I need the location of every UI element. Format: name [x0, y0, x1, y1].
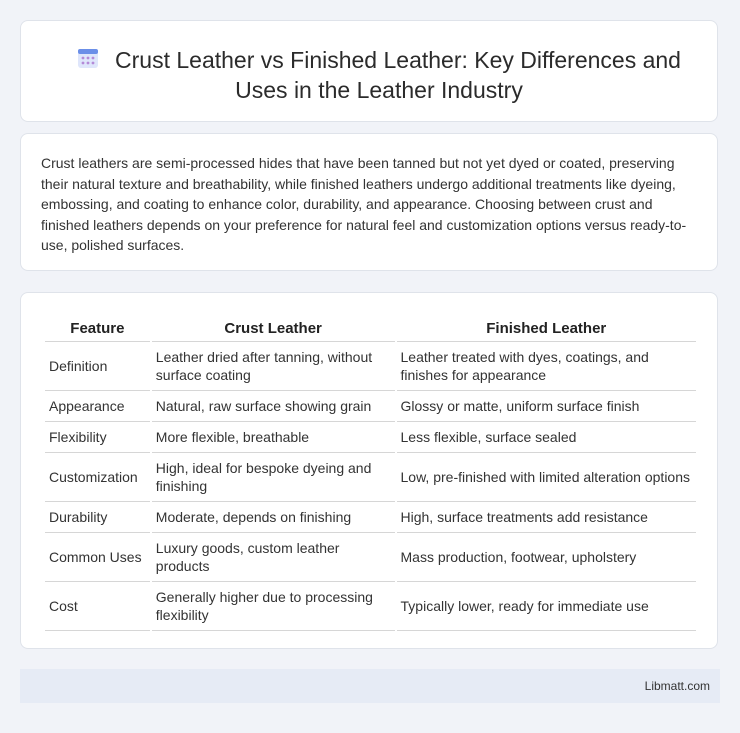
calendar-icon: [77, 47, 99, 69]
table-row: [45, 422, 696, 453]
title-card: [20, 20, 718, 122]
row-crust: Luxury goods, custom leather products: [152, 533, 395, 582]
row-feature: Customization: [45, 453, 150, 502]
page-title: [61, 45, 697, 105]
table-row: [45, 533, 696, 582]
header-feature: Feature: [45, 315, 150, 342]
page-title-text: Crust Leather vs Finished Leather: Key Differences and Uses in the Leather Industry: [115, 47, 681, 103]
row-crust: Leather dried after tanning, without surface coating: [152, 342, 395, 391]
comparison-card: [20, 292, 718, 649]
row-finished: Less flexible, surface sealed: [397, 422, 696, 453]
row-feature: Durability: [45, 502, 150, 533]
header-finished-leather: Finished Leather: [397, 315, 696, 342]
table-row: [45, 582, 696, 631]
intro-card: [20, 133, 718, 271]
row-finished: High, surface treatments add resistance: [397, 502, 696, 533]
row-finished: Low, pre-finished with limited alteration options: [397, 453, 696, 502]
comparison-table: [43, 315, 698, 631]
table-row: [45, 391, 696, 422]
row-finished: Leather treated with dyes, coatings, and finishes for appearance: [397, 342, 696, 391]
table-row: [45, 453, 696, 502]
row-feature: Appearance: [45, 391, 150, 422]
row-feature: Definition: [45, 342, 150, 391]
row-feature: Common Uses: [45, 533, 150, 582]
header-crust-leather: Crust Leather: [152, 315, 395, 342]
row-finished: Mass production, footwear, upholstery: [397, 533, 696, 582]
row-crust: Generally higher due to processing flexibility: [152, 582, 395, 631]
intro-paragraph: Crust leathers are semi-processed hides that have been tanned but not yet dyed or coated, preserving their natural texture and breathability, while finished leathers undergo additional treatments like dyeing, embossing, and coating to enhance color, durability, and appearance. Choosing between crust and finished leathers depends on your preference for natural feel and customization options versus ready-to-use, polished surfaces.: [41, 155, 687, 253]
row-crust: Moderate, depends on finishing: [152, 502, 395, 533]
row-crust: Natural, raw surface showing grain: [152, 391, 395, 422]
footer-bar: [20, 669, 720, 703]
row-crust: More flexible, breathable: [152, 422, 395, 453]
footer-site-link[interactable]: Libmatt.com: [644, 679, 710, 693]
row-feature: Flexibility: [45, 422, 150, 453]
row-finished: Typically lower, ready for immediate use: [397, 582, 696, 631]
row-finished: Glossy or matte, uniform surface finish: [397, 391, 696, 422]
row-feature: Cost: [45, 582, 150, 631]
table-row: [45, 342, 696, 391]
table-header-row: [45, 315, 696, 342]
table-row: [45, 502, 696, 533]
row-crust: High, ideal for bespoke dyeing and finishing: [152, 453, 395, 502]
